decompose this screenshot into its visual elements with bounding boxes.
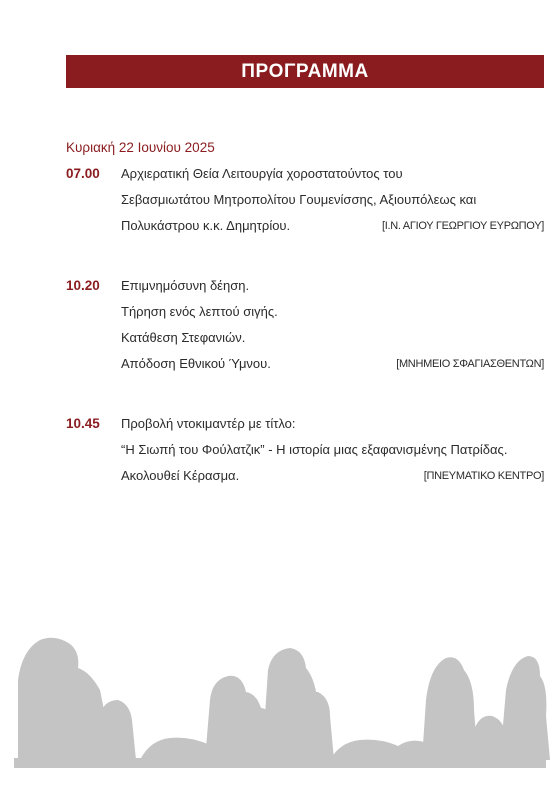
page-title: ΠΡΟΓΡΑΜΜΑ xyxy=(241,60,369,82)
entry-time: 10.45 xyxy=(66,416,100,431)
entry-line-text: Απόδοση Εθνικού Ύμνου. xyxy=(121,356,271,371)
entry-line xyxy=(121,356,544,382)
event-date: Κυριακή 22 Ιουνίου 2025 xyxy=(66,140,215,155)
entry-time: 07.00 xyxy=(66,166,100,181)
title-banner xyxy=(66,55,544,88)
entry-line: Αρχιερατική Θεία Λειτουργία χοροστατούντος του xyxy=(121,166,403,181)
entry-time: 10.20 xyxy=(66,278,100,293)
entry-description xyxy=(121,166,544,244)
entry-line: “Η Σιωπή του Φούλατζικ” - Η ιστορία μιας εξαφανισμένης Πατρίδας. xyxy=(121,442,508,457)
entry-venue: [Ι.Ν. ΑΓΙΟΥ ΓΕΩΡΓΙΟΥ ΕΥΡΩΠΟΥ] xyxy=(381,220,544,232)
entry-line xyxy=(121,218,544,244)
entry-line: Σεβασμιωτάτου Μητροπολίτου Γουμενίσσης, Αξιουπόλεως και xyxy=(121,192,477,207)
entry-line-text: Ακολουθεί Κέρασμα. xyxy=(121,468,240,483)
entry-line: Κατάθεση Στεφανιών. xyxy=(121,330,246,345)
entry-venue: [ΠΝΕΥΜΑΤΙΚΟ ΚΕΝΤΡΟ] xyxy=(423,470,544,482)
refugee-silhouette-illustration xyxy=(0,620,556,770)
entry-description xyxy=(121,278,544,382)
entry-line: Επιμνημόσυνη δέηση. xyxy=(121,278,250,293)
entry-description xyxy=(121,416,544,494)
entry-venue: [ΜΝΗΜΕΙΟ ΣΦΑΓΙΑΣΘΕΝΤΩΝ] xyxy=(396,358,544,370)
entry-line: Προβολή ντοκιμαντέρ με τίτλο: xyxy=(121,416,296,431)
entry-line: Τήρηση ενός λεπτού σιγής. xyxy=(121,304,278,319)
entry-line xyxy=(121,468,544,494)
entry-line-text: Πολυκάστρου κ.κ. Δημητρίου. xyxy=(121,218,291,233)
